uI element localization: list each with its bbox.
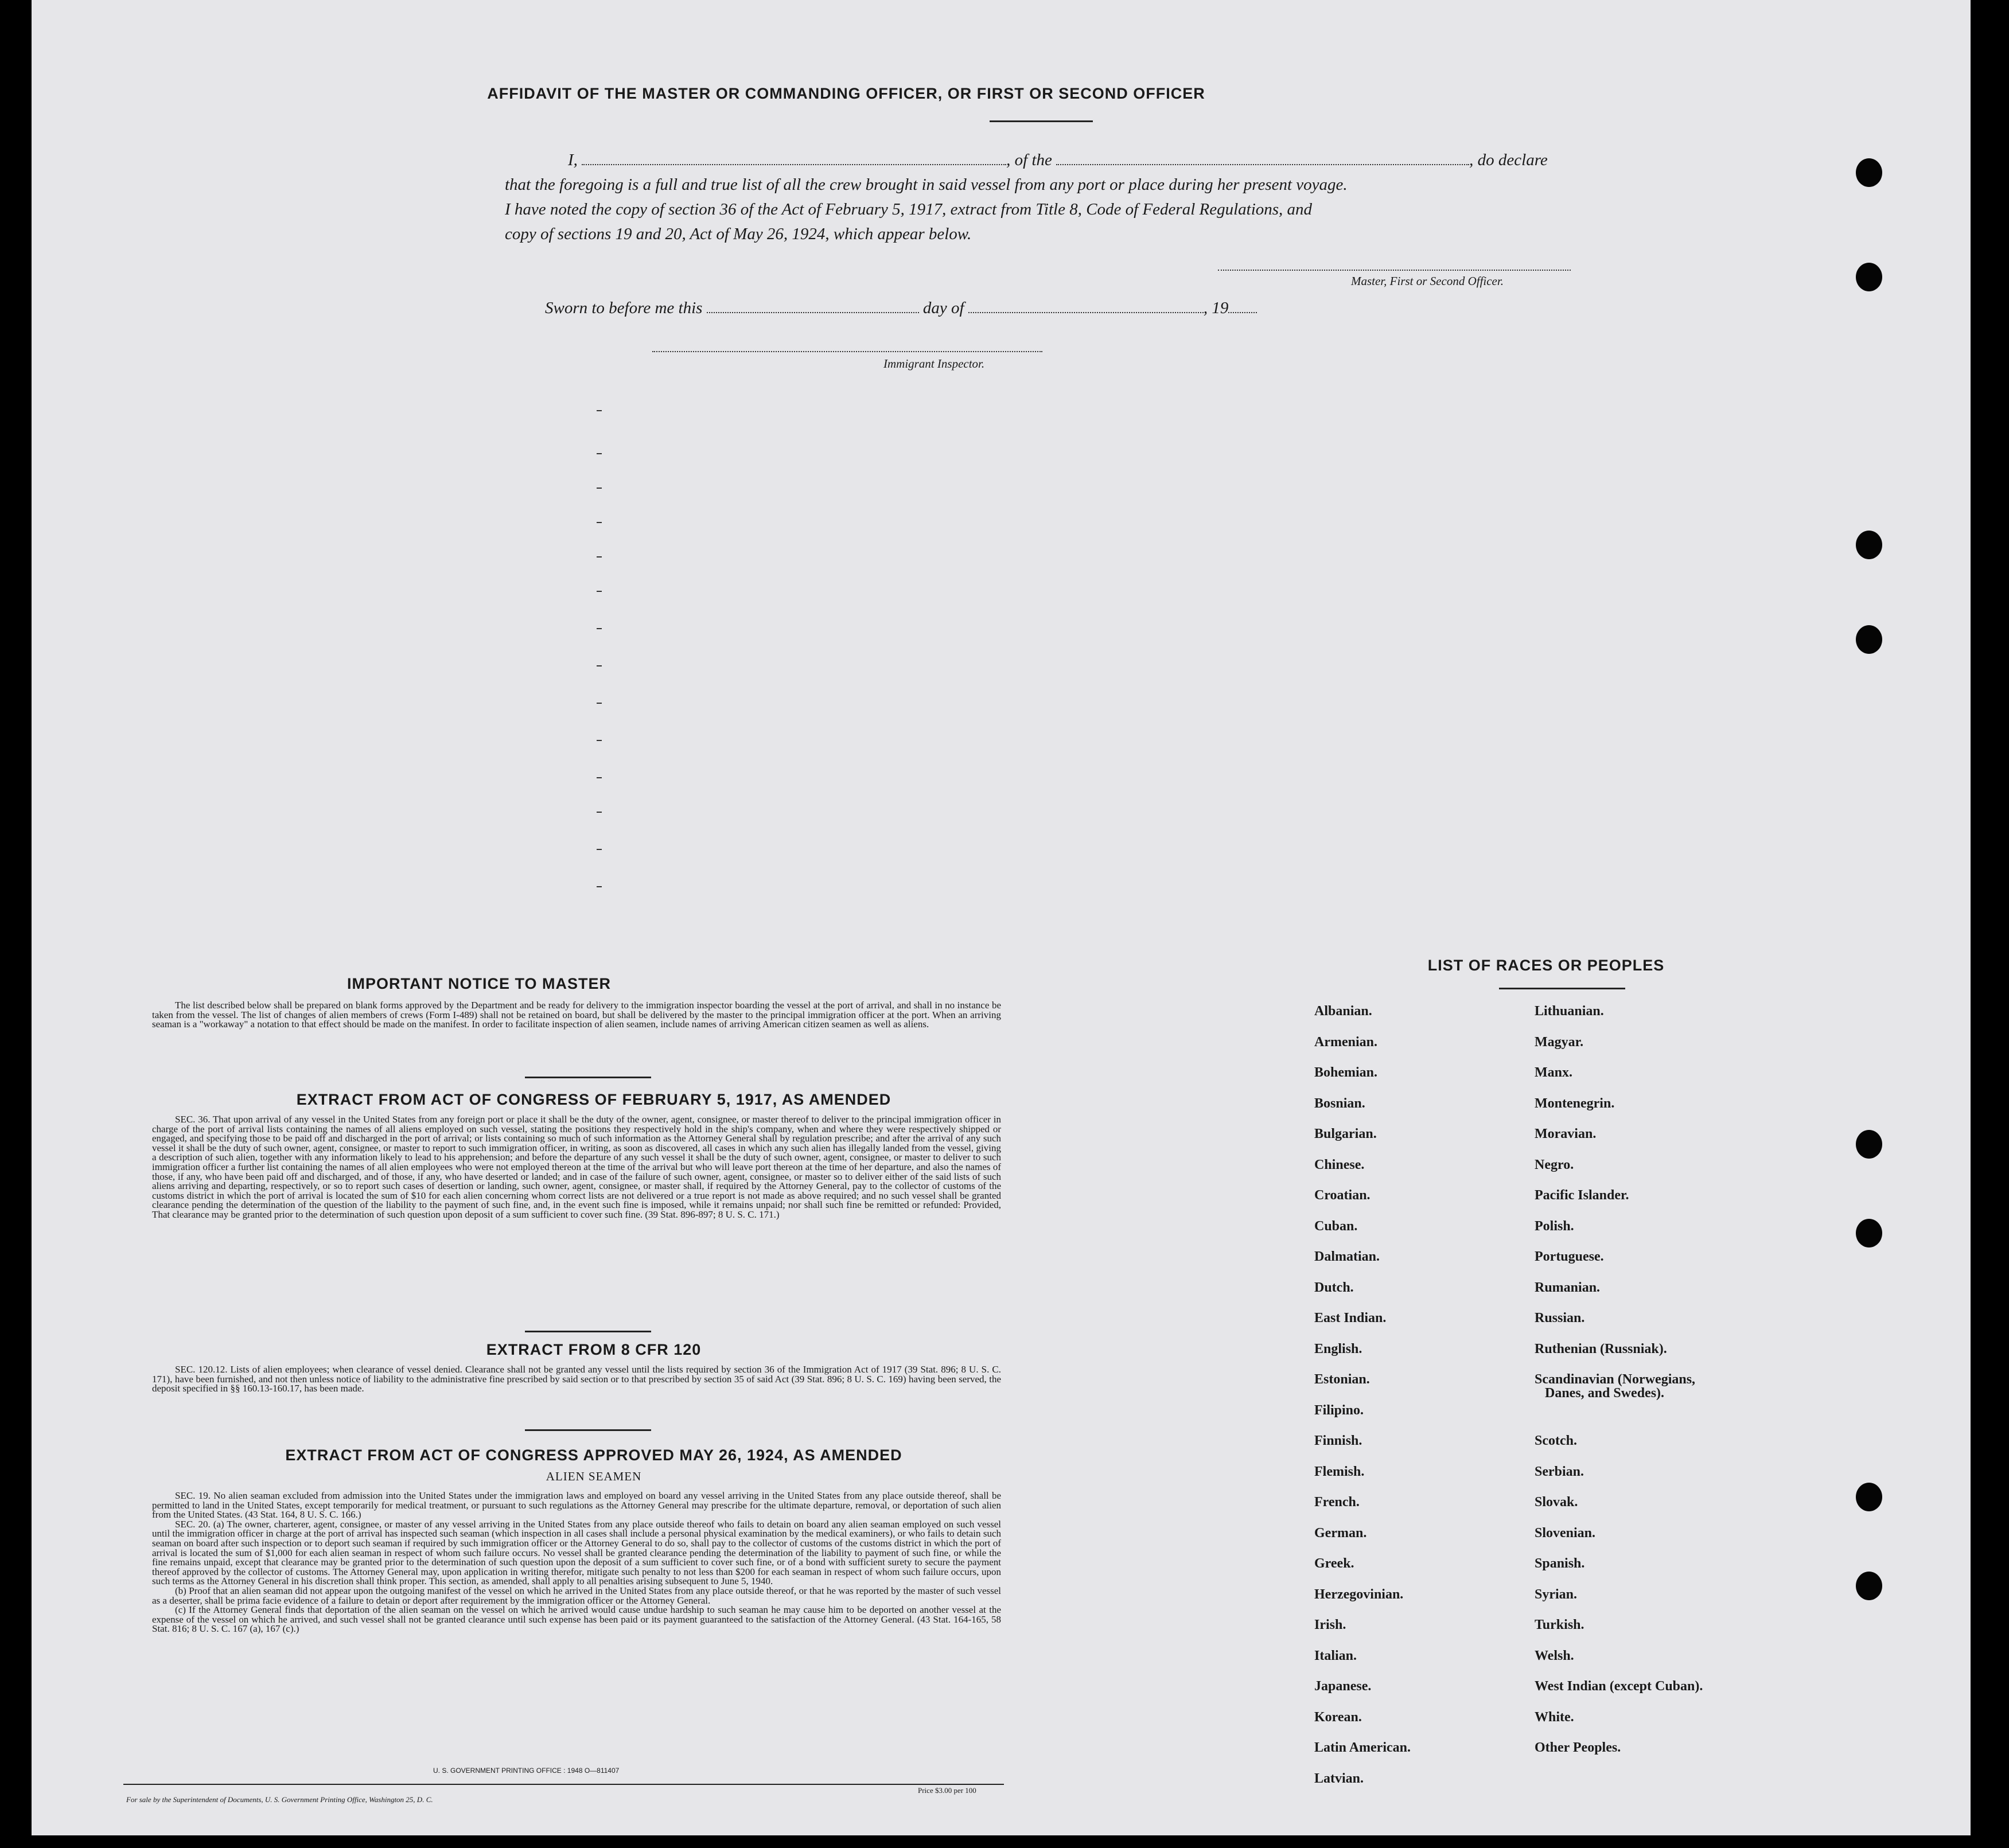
- price-notice: Price $3.00 per 100: [918, 1786, 976, 1795]
- tick-mark: [597, 628, 602, 629]
- race-item: West Indian (except Cuban).: [1535, 1679, 1703, 1694]
- day-of-label: day of: [922, 299, 964, 317]
- do-declare-label: , do declare: [1469, 151, 1548, 169]
- race-item: Slovenian.: [1535, 1525, 1596, 1541]
- inspector-signature-line[interactable]: [652, 351, 1042, 352]
- race-item: German.: [1314, 1525, 1367, 1541]
- race-item: Dutch.: [1314, 1280, 1354, 1295]
- section-20c-paragraph: (c) If the Attorney General finds that deportation of the alien seaman on the vessel on which he arrived would cause undue hardship to such seaman he may cause him to be deported on another vessel at the expense of the vessel on which he arrived, and such vessel shall not be granted clearance until such expense has been paid or its payment guaranteed to the satisfaction of the Attorney General. (43 Stat. 164-165, 58 Stat. 816; 8 U. S. C. 167 (a), 167 (c).): [152, 1604, 1001, 1635]
- race-item: Latin American.: [1314, 1740, 1411, 1755]
- race-item: Latvian.: [1314, 1771, 1364, 1786]
- race-item: Russian.: [1535, 1311, 1585, 1325]
- punch-hole: [1856, 1483, 1882, 1511]
- race-item: Greek.: [1314, 1556, 1354, 1571]
- extract-1917-heading: EXTRACT FROM ACT OF CONGRESS OF FEBRUARY 5, 1917, AS AMENDED: [296, 1091, 891, 1108]
- race-item: Montenegrin.: [1535, 1095, 1615, 1111]
- affidavit-line-4: copy of sections 19 and 20, Act of May 26, 1924, which appear below.: [505, 225, 972, 243]
- affidavit-line-3: I have noted the copy of section 36 of the Act of February 5, 1917, extract from Title 8, Code of Federal Regulations, and: [505, 200, 1313, 219]
- affidavit-heading: AFFIDAVIT OF THE MASTER OR COMMANDING OFFICER, OR FIRST OR SECOND OFFICER: [487, 85, 1205, 102]
- tick-mark: [597, 453, 602, 454]
- alien-seamen-subheading: ALIEN SEAMEN: [546, 1469, 642, 1483]
- punch-hole: [1856, 1572, 1882, 1600]
- race-item: Serbian.: [1535, 1464, 1584, 1479]
- races-heading: LIST OF RACES OR PEOPLES: [1427, 957, 1665, 974]
- race-item: Moravian.: [1535, 1126, 1597, 1141]
- sworn-label: Sworn to before me this: [545, 299, 703, 317]
- tick-mark: [597, 665, 602, 666]
- document-page: [32, 0, 1971, 1835]
- section-19-paragraph: SEC. 19. No alien seaman excluded from admission into the United States under the immigration laws and employed on board any vessel arriving in the United States from any place outside thereof, shall be permitted to land in the United States, except temporarily for medical treatment, or pursuant to such regulations as the Attorney General may prescribe for the ultimate departure, removal, or deportation of such alien from the United States. (43 Stat. 164, 8 U. S. C. 166.): [152, 1490, 1001, 1520]
- race-item: Albanian.: [1314, 1004, 1372, 1019]
- divider: [1499, 988, 1625, 989]
- sale-notice: For sale by the Superintendent of Documents, U. S. Government Printing Office, Washington 25, D. C.: [126, 1795, 433, 1804]
- punch-hole: [1856, 158, 1882, 187]
- race-item: Herzegovinian.: [1314, 1586, 1404, 1602]
- affidavit-body: [505, 148, 1612, 247]
- tick-mark: [597, 410, 602, 411]
- race-item: Dalmatian.: [1314, 1249, 1380, 1264]
- race-item: Pacific Islander.: [1535, 1188, 1629, 1203]
- race-item: Croatian.: [1314, 1188, 1371, 1203]
- race-item: Syrian.: [1535, 1586, 1578, 1602]
- race-item: Lithuanian.: [1535, 1004, 1604, 1019]
- gpo-imprint: U. S. GOVERNMENT PRINTING OFFICE : 1948 O—811407: [433, 1767, 620, 1775]
- race-item: Portuguese.: [1535, 1249, 1604, 1264]
- race-item: French.: [1314, 1495, 1360, 1510]
- punch-hole: [1856, 531, 1882, 559]
- divider: [525, 1429, 651, 1431]
- notice-paragraph: The list described below shall be prepared on blank forms approved by the Department and be ready for delivery to the immigration inspector boarding the vessel at the port of arrival, and shall in no instance be taken from the vessel. The list of changes of alien members of crews (Form I-489) shall not be retained on board, but shall be delivered by the master to the principal immigration officer at the port. When an arriving seaman is a "workaway" a notation to that effect should be made on the manifest. In order to facilitate inspection of alien seamen, include names of arriving American citizen seamen as well as aliens.: [152, 1000, 1001, 1030]
- sworn-month-field[interactable]: [968, 306, 1204, 313]
- tick-mark: [597, 556, 602, 557]
- race-item: Negro.: [1535, 1157, 1574, 1172]
- race-item: Bosnian.: [1314, 1095, 1365, 1111]
- punch-hole: [1856, 1130, 1882, 1159]
- sworn-day-field[interactable]: [707, 306, 919, 313]
- race-item: Chinese.: [1314, 1157, 1365, 1172]
- master-caption: Master, First or Second Officer.: [1351, 274, 1504, 288]
- tick-mark: [597, 522, 602, 523]
- sworn-year-field[interactable]: [1228, 306, 1257, 313]
- race-item: Bulgarian.: [1314, 1126, 1377, 1141]
- race-item: Polish.: [1535, 1218, 1574, 1234]
- tick-mark: [597, 812, 602, 813]
- punch-hole: [1856, 1219, 1882, 1247]
- race-item: Cuban.: [1314, 1218, 1358, 1234]
- tick-mark: [597, 777, 602, 778]
- section-20b-paragraph: (b) Proof that an alien seaman did not appear upon the outgoing manifest of the vessel on which he arrived in the United States from any place outside thereof, or that he was reported by the master of such vessel as a deserter, shall be prima facie evidence of a failure to detain or deport after requirement by the immigration officer or the Attorney General.: [152, 1585, 1001, 1606]
- divider: [525, 1331, 651, 1332]
- tick-mark: [597, 591, 602, 592]
- race-item: Bohemian.: [1314, 1065, 1378, 1080]
- race-item: Scandinavian (Norwegians,: [1535, 1372, 1696, 1387]
- race-item: Spanish.: [1535, 1556, 1585, 1571]
- section-36-paragraph: SEC. 36. That upon arrival of any vessel in the United States from any foreign port or place it shall be the duty of the owner, agent, consignee, or master thereof to deliver to the principal immigration officer in charge of the port of arrival lists containing the names of all aliens employed on such vessel, stating the positions they respectively hold in the ship's company, when and where they were respectively shipped or engaged, and specifying those to be paid off and discharged in the port of arrival; or lists containing so much of such information as the Attorney General shall by regulation prescribe; and after the arrival of any such vessel it shall be the duty of such owner, agent, consignee, or master to report to such immigration officer, in writing, as soon as discovered, all cases in which any such alien has illegally landed from the vessel, giving a description of such alien, together with any information likely to lead to his apprehension; and before the departure of any such vessel it shall be the duty of such owner, agent, consignee, or master to deliver to such immigration officer a further list containing the names of all alien employees who were not employed thereon at the time of the arrival but who will leave port thereon at the time of her departure, and also the names of those, if any, who have been paid off and discharged, and of those, if any, who have deserted or landed; and in case of the failure of such owner, agent, consignee, or master so to deliver either of the said lists of such aliens arriving and departing, respectively, or so to report such cases of desertion or landing, such owner, agent, consignee, or master shall, if required by the Attorney General, pay to the collector of customs of the customs district in which the port of arrival is located the sum of $10 for each alien concerning whom correct lists are not delivered or a true report is not made as above required; and no such vessel shall be granted clearance pending the determination of the question of the liability to the payment of such fine, and, in the event such fine is imposed, while it remains unpaid; nor shall such fine be remitted or refunded: Provided, That clearance may be granted prior to the determination of such question upon deposit of a sum sufficient to cover such fine. (39 Stat. 896-897; 8 U. S. C. 171.): [152, 1114, 1001, 1220]
- race-item: Turkish.: [1535, 1617, 1584, 1632]
- race-item: Korean.: [1314, 1709, 1362, 1725]
- affidavit-line-1: [505, 148, 1612, 173]
- race-item: Italian.: [1314, 1648, 1357, 1663]
- race-item: East Indian.: [1314, 1311, 1387, 1325]
- notice-heading: IMPORTANT NOTICE TO MASTER: [347, 975, 611, 992]
- master-name-field[interactable]: [582, 158, 1006, 165]
- footer-rule: [123, 1784, 1004, 1785]
- of-the-label: , of the: [1006, 151, 1052, 169]
- extract-1924-body: [152, 1491, 1001, 1634]
- race-item: Armenian.: [1314, 1034, 1377, 1050]
- punch-hole: [1856, 263, 1882, 291]
- master-signature-line[interactable]: [1218, 270, 1571, 271]
- extract-cfr-body: [152, 1365, 1001, 1394]
- year-label: , 19: [1203, 299, 1229, 317]
- race-item: Slovak.: [1535, 1495, 1578, 1510]
- tick-mark: [597, 740, 602, 741]
- divider: [990, 120, 1093, 122]
- extract-1924-heading: EXTRACT FROM ACT OF CONGRESS APPROVED MAY 26, 1924, AS AMENDED: [285, 1447, 902, 1464]
- tick-mark: [597, 849, 602, 850]
- race-item: Ruthenian (Russniak).: [1535, 1341, 1667, 1356]
- race-item: Welsh.: [1535, 1648, 1574, 1663]
- notice-body: [152, 1001, 1001, 1030]
- race-item: Irish.: [1314, 1617, 1346, 1632]
- section-20a-paragraph: SEC. 20. (a) The owner, charterer, agent, consignee, or master of any vessel arriving in the United States from any place outside thereof who fails to detain on board any alien seaman employed on such vessel until the immigration officer in charge at the port of arrival has inspected such seaman (which inspection in all cases shall include a personal physical examination by the medical examiners), or who fails to detain such seaman on board after such inspection or to deport such seaman if required by such immigration officer or the Attorney General to do so, shall pay to the collector of customs of the customs district in which the port of arrival is located the sum of $1,000 for each alien seaman in respect of whom such failure occurs. No vessel shall be granted clearance pending the determination of the liability to payment of such fine, or while the fine remains unpaid, except that clearance may be granted prior to the determination of such question upon the deposit of a sum sufficient to cover such fine, or of a bond with sufficient surety to secure the payment thereof approved by the collector of customs. The Attorney General may, upon application in writing therefor, mitigate such penalty to not less than $200 for each seaman in respect of whom such failure occurs, upon such terms as the Attorney General in his discretion shall think proper. This section, as amended, shall apply to all penalties arising subsequent to June 5, 1940.: [152, 1518, 1001, 1587]
- tick-mark: [597, 886, 602, 887]
- race-item: Japanese.: [1314, 1679, 1372, 1694]
- race-item: English.: [1314, 1341, 1362, 1356]
- vessel-name-field[interactable]: [1056, 158, 1469, 165]
- sworn-line: [545, 296, 1257, 321]
- affidavit-line-2: that the foregoing is a full and true list of all the crew brought in said vessel from any port or place during her present voyage.: [505, 176, 1348, 194]
- race-item: Manx.: [1535, 1065, 1572, 1080]
- tick-mark: [597, 703, 602, 704]
- race-item: White.: [1535, 1709, 1574, 1725]
- section-120-12-paragraph: SEC. 120.12. Lists of alien employees; when clearance of vessel denied. Clearance shall not be granted any vessel until the lists required by section 36 of the Immigration Act of 1917 (39 Stat. 896; 8 U. S. C. 171), have been furnished, and not then unless notice of liability to the administrative fine prescribed by said section or to that prescribed by section 35 of said Act (39 Stat. 896; 8 U. S. C. 169) having been served, the deposit specified in §§ 160.13-160.17, has been made.: [152, 1364, 1001, 1394]
- race-item: Magyar.: [1535, 1034, 1584, 1050]
- extract-cfr-heading: EXTRACT FROM 8 CFR 120: [486, 1341, 702, 1358]
- race-item: Scotch.: [1535, 1433, 1577, 1448]
- inspector-caption: Immigrant Inspector.: [883, 357, 985, 371]
- race-item: Other Peoples.: [1535, 1740, 1621, 1755]
- i-label: I,: [568, 151, 578, 169]
- race-item: Estonian.: [1314, 1372, 1370, 1387]
- divider: [525, 1077, 651, 1078]
- race-item: Finnish.: [1314, 1433, 1362, 1448]
- extract-1917-body: [152, 1115, 1001, 1220]
- tick-mark: [597, 488, 602, 489]
- race-item: Filipino.: [1314, 1402, 1364, 1418]
- race-item: Danes, and Swedes).: [1545, 1386, 1665, 1401]
- race-item: Rumanian.: [1535, 1280, 1601, 1295]
- race-item: Flemish.: [1314, 1464, 1365, 1479]
- punch-hole: [1856, 625, 1882, 654]
